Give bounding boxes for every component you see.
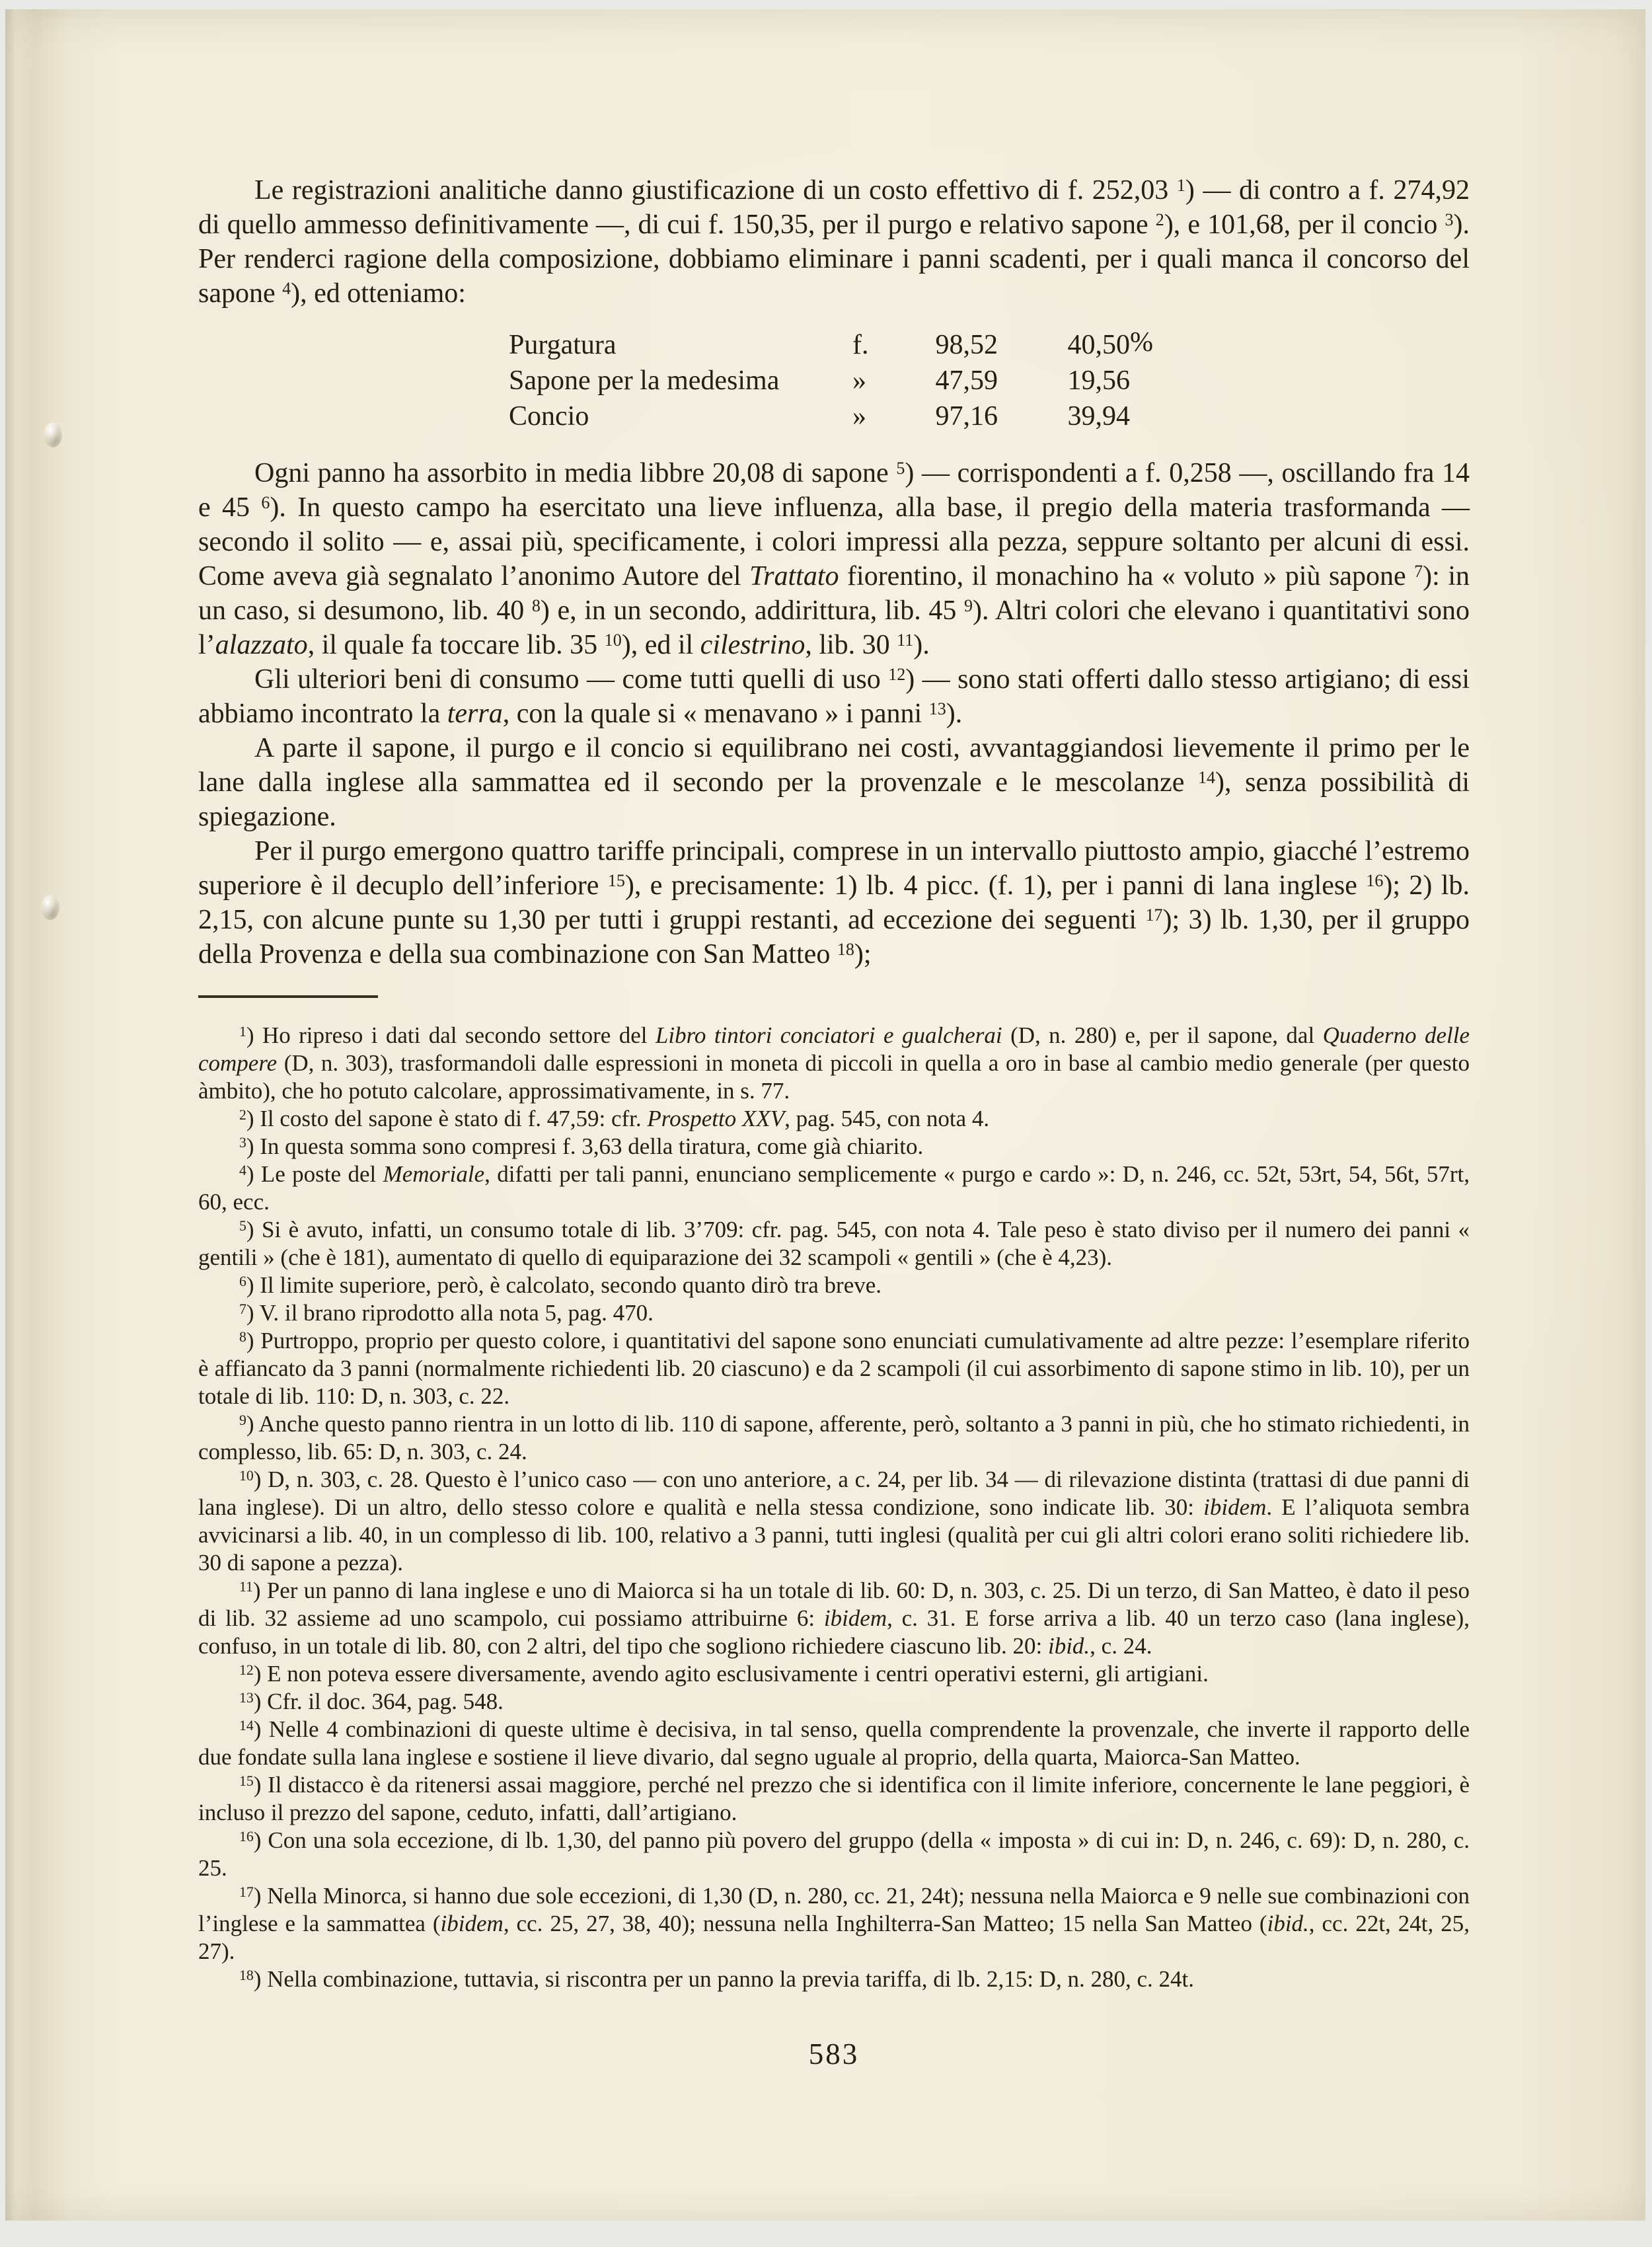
text-run: ), senza possibilità di spiegazione. [198, 767, 1470, 832]
footnote-number: 13 [239, 1690, 254, 1706]
footnote: $^5$) Si è avuto, infatti, un consumo totale di lib. 3’709: cfr. pag. 545, con nota 4. Tale peso è stato diviso per il numero dei panni « gentili » (che è 181), aumentato di quello di equiparazione dei 32 scampoli « gentili » (che è 4,23). [198, 1217, 1470, 1270]
italic-text: Prospetto XXV [647, 1106, 785, 1131]
paragraph [198, 834, 1470, 971]
text-run: Il limite superiore, però, è calcolato, secondo quanto dirò tra breve. [260, 1272, 882, 1298]
table-unit: » [852, 401, 866, 432]
footnote: $^2$) Il costo del sapone è stato di f. 47,59: cfr. Prospetto XXV, pag. 545, con nota 4. [239, 1106, 990, 1131]
footnote-ref: 18 [837, 940, 854, 960]
text-run: In questa somma sono compresi f. 3,63 della tiratura, come già chiarito. [260, 1133, 924, 1159]
text-run: Cfr. il doc. 364, pag. 548. [267, 1689, 504, 1714]
page-content [198, 173, 1470, 2071]
text-run: ); 2) lb. 2,15, con alcune punte su 1,30 per tutti i gruppi restanti, ad eccezione dei seguenti [198, 870, 1470, 935]
footnote: $^{15}$) Il distacco è da ritenersi assai maggiore, perché nel prezzo che si identifica con il limite inferiore, concernente le lane peggiori, è incluso il prezzo del sapone, ceduto, infatti, dall’artigiano. [198, 1772, 1470, 1825]
text-run: ); [854, 939, 872, 970]
text-run: . E l’aliquota sembra avvicinarsi a lib. 40, in un complesso di lib. 100, relativo a 3 panni, tutti inglesi (qualità per cui gli altri colori erano soliti richiedere lib. 30 di sapone a pezza). [198, 1494, 1470, 1576]
text-run: ). In questo campo ha esercitato una lieve influenza, alla base, il pregio della materia trasformanda — secondo il solito — e, assai più, specificamente, i colori impressi alla pezza, seppure soltanto per alcuni di essi. Come aveva già segnalato l’anonimo Autore del [198, 492, 1470, 591]
footnote-ref: 7 [1414, 562, 1423, 582]
footnote: $^6$) Il limite superiore, però, è calcolato, secondo quanto dirò tra breve. [239, 1272, 882, 1298]
table-label: Purgatura [509, 330, 617, 360]
text-run: , pag. 545, con nota 4. [784, 1106, 990, 1131]
text-run: ): in un caso, si desumono, lib. 40 [198, 561, 1470, 626]
text-run: (D, n. 280) e, per il sapone, dal [1002, 1022, 1323, 1048]
footnote: $^{10}$) D, n. 303, c. 28. Questo è l’unico caso — con uno anteriore, a c. 24, per lib. 34 — di rilevazione distinta (trattasi di due panni di lana inglese). Di un altro, dello stesso colore e qualità e nella stessa condizione, sono indicate lib. 30: ibidem. E l’aliquota sembra avvicinarsi a lib. 40, in un complesso di lib. 100, relativo a 3 panni, tutti inglesi (qualità per cui gli altri colori erano soliti richiedere lib. 30 di sapone a pezza). [198, 1466, 1470, 1576]
table-row [509, 365, 1470, 400]
footnote-ref: 16 [1366, 871, 1384, 891]
italic-text: Quaderno delle compere [198, 1022, 1470, 1076]
footnote-number: 9 [239, 1412, 246, 1429]
footnote: $^4$) Le poste del Memoriale, difatti per tali panni, enunciano semplicemente « purgo e cardo »: D, n. 246, cc. 52t, 53rt, 54, 56t, 57rt, 60, ecc. [198, 1161, 1470, 1215]
footnote-ref: 17 [1145, 905, 1163, 925]
footnote-ref: 2 [1155, 210, 1164, 230]
footnote-number: 8 [239, 1329, 246, 1346]
text-run: D, n. 303, c. 28. Questo è l’unico caso — con uno anteriore, a c. 24, per lib. 34 — di rilevazione distinta (trattasi di due panni di lana inglese). Di un altro, dello stesso colore e qualità e nella stessa condizione, sono indicate lib. 30: [198, 1466, 1470, 1520]
footnote-number: 10 [239, 1468, 254, 1484]
text-run: , cc. 22t, 24t, 25, 27). [198, 1911, 1470, 1964]
table-value: 47,59 [935, 365, 998, 396]
footnote: $^3$) In questa somma sono compresi f. 3,63 della tiratura, come già chiarito. [239, 1133, 924, 1159]
text-run: ) — sono stati offerti dallo stesso artigiano; di essi abbiamo incontrato la [198, 664, 1470, 729]
footnote-number: 14 [239, 1718, 254, 1734]
text-run: fiorentino, il monachino ha « voluto » più sapone [839, 561, 1415, 591]
footnote: $^7$) V. il brano riprodotto alla nota 5, pag. 470. [239, 1300, 654, 1326]
footnote-ref: 14 [1198, 768, 1216, 788]
italic-text: ibidem [440, 1911, 504, 1936]
text-run: ) e, in un secondo, addirittura, lib. 45 [540, 595, 964, 626]
italic-text: ibidem [1203, 1494, 1267, 1520]
italic-text: Memoriale [383, 1161, 485, 1187]
text-run: , il quale fa toccare lib. 35 [307, 630, 605, 660]
text-run: Purtroppo, proprio per questo colore, i quantitativi del sapone sono enunciati cumulativamente ad altre pezze: l’esemplare riferito è affiancato da 3 panni (normalmente richiedenti lib. 20 ciascuno) e da 2 scampoli (il cui assorbimento di sapone stimo in lib. 10), per un totale di lib. 110: D, n. 303, c. 22. [198, 1328, 1470, 1409]
footnote-number: 6 [239, 1274, 246, 1290]
paragraph [198, 662, 1470, 731]
table-label: Sapone per la medesima [509, 365, 780, 396]
text-run: , difatti per tali panni, enunciano semplicemente « purgo e cardo »: D, n. 246, cc. 52t, 53rt, 54, 56t, 57rt, 60, ecc. [198, 1161, 1470, 1215]
text-run: ). Per renderci ragione della composizione, dobbiamo eliminare i panni scadenti, per i quali manca il concorso del sapone [198, 209, 1470, 309]
footnote-number: 5 [239, 1218, 246, 1235]
italic-text: terra [447, 699, 503, 729]
text-run: Con una sola eccezione, di lb. 1,30, del panno più povero del gruppo (della « imposta » di cui in: D, n. 246, c. 69): D, n. 280, c. 25. [198, 1827, 1470, 1881]
italic-text: Trattato [749, 561, 839, 591]
page-number: 583 [808, 2038, 860, 2071]
text-run: ); 3) lb. 1,30, per il gruppo della Provenza e della sua combinazione con San Matteo [198, 905, 1470, 970]
footnote-number: 2 [239, 1107, 246, 1124]
table-unit: f. [852, 330, 869, 360]
footnote-number: 12 [239, 1662, 254, 1679]
text-run: Per un panno di lana inglese e uno di Maiorca si ha un totale di lib. 60: D, n. 303, c. 25. Di un terzo, di San Matteo, è dato il peso di lib. 32 assieme ad uno scampolo, cui possiamo attribuirne 6: [198, 1578, 1470, 1631]
table-value: 98,52 [935, 330, 998, 360]
text-run: E non poteva essere diversamente, avendo agito esclusivamente i centri operativi esterni, gli artigiani. [267, 1661, 1209, 1687]
text-run: , c. 31. E forse arriva a lib. 40 un terzo caso (lana inglese), confuso, in un totale di lib. 80, con 2 altri, del tipo che sogliono richiedere ciascuno lib. 20: [198, 1605, 1470, 1659]
text-run: , lib. 30 [805, 630, 897, 660]
text-run: Le registrazioni analitiche danno giustificazione di un costo effettivo di f. 252,03 [254, 175, 1177, 206]
italic-text: cilestrino [700, 630, 806, 660]
text-run: (D, n. 303), trasformandoli dalle espressioni in moneta di piccoli in quella a oro in base al cambio medio generale (per questo àmbito), che ho potuto calcolare, approssimativamente, in s. 77. [198, 1050, 1470, 1104]
text-run: A parte il sapone, il purgo e il concio si equilibrano nei costi, avvantaggiandosi lievemente il primo per le lane dalla inglese alla sammattea ed il secondo per la provenzale e le mescolanze [198, 733, 1470, 798]
table-unit: » [852, 365, 866, 396]
text-run: ). [946, 699, 963, 729]
footnote: $^{16}$) Con una sola eccezione, di lb. 1,30, del panno più povero del gruppo (della « imposta » di cui in: D, n. 246, c. 69): D, n. 280, c. 25. [198, 1827, 1470, 1881]
table-row [509, 400, 1470, 436]
paper-dimple [41, 895, 59, 920]
footnote-ref: 1 [1176, 176, 1185, 196]
text-run: ), ed il [621, 630, 700, 660]
italic-text: ibid. [1047, 1633, 1090, 1659]
footnote-number: 1 [239, 1024, 246, 1040]
footnote-ref: 8 [531, 596, 541, 616]
percent-sign: % [1130, 327, 1153, 358]
text-run: ). [913, 630, 930, 660]
paragraph [198, 173, 1470, 311]
footnotes [198, 1022, 1470, 1993]
footnote-ref: 4 [282, 279, 291, 299]
text-run: , c. 24. [1090, 1633, 1152, 1659]
text-run: ), e 101,68, per il concio [1164, 209, 1445, 240]
book-page [5, 9, 1645, 2221]
text-run: Nella Minorca, si hanno due sole eccezioni, di 1,30 (D, n. 280, cc. 21, 24t); nessuna nella Maiorca e 9 nelle sue combinazioni con l’inglese e la sammattea ( [198, 1883, 1470, 1936]
text-run: ) — di contro a f. 274,92 di quello ammesso definitivamente —, di cui f. 150,35, per il purgo e relativo sapone [198, 175, 1470, 240]
footnote-ref: 13 [928, 699, 946, 719]
footnote: $^{12}$) E non poteva essere diversamente, avendo agito esclusivamente i centri operativi esterni, gli artigiani. [239, 1661, 1209, 1687]
italic-text: Libro tintori conciatori e gualcherai [655, 1022, 1002, 1048]
text-run: Gli ulteriori beni di consumo — come tutti quelli di uso [254, 664, 889, 695]
italic-text: ibid. [1267, 1911, 1309, 1936]
text-run: ). Altri colori che elevano i quantitativi sono l’ [198, 595, 1470, 660]
text-run: ), e precisamente: 1) lb. 4 picc. (f. 1), per i panni di lana inglese [624, 870, 1367, 901]
text-run: Nelle 4 combinazioni di queste ultime è decisiva, in tal senso, quella comprendente la provenzale, che inverte il rapporto delle due fondate sulla lana inglese e sostiene il lieve divario, dal segno uguale al proprio, della quarta, Maiorca-San Matteo. [198, 1716, 1470, 1770]
text-run: Anche questo panno rientra in un lotto di lib. 110 di sapone, afferente, però, soltanto a 3 panni in più, che ho stimato richiedenti, in complesso, lib. 65: D, n. 303, c. 24. [198, 1411, 1470, 1465]
footnote-ref: 11 [897, 630, 914, 650]
footnote-number: 7 [239, 1301, 246, 1318]
text-run: , cc. 25, 27, 38, 40); nessuna nella Inghilterra-San Matteo; 15 nella San Matteo ( [503, 1911, 1267, 1936]
footnote-number: 16 [239, 1829, 254, 1845]
text-run: ) — corrispondenti a f. 0,258 —, oscillando fra 14 e 45 [198, 458, 1470, 523]
footnote-ref: 5 [896, 459, 905, 478]
footnote: $^{14}$) Nelle 4 combinazioni di queste ultime è decisiva, in tal senso, quella comprendente la provenzale, che inverte il rapporto delle due fondate sulla lana inglese e sostiene il lieve divario, dal segno uguale al proprio, della quarta, Maiorca-San Matteo. [198, 1716, 1470, 1770]
paragraph [198, 731, 1470, 834]
footnote-separator-rule [198, 995, 378, 998]
footnote-ref: 15 [607, 871, 625, 891]
footnote: $^8$) Purtroppo, proprio per questo colore, i quantitativi del sapone sono enunciati cumulativamente ad altre pezze: l’esemplare riferito è affiancato da 3 panni (normalmente richiedenti lib. 20 ciascuno) e da 2 scampoli (il cui assorbimento di sapone stimo in lib. 10), per un totale di lib. 110: D, n. 303, c. 22. [198, 1328, 1470, 1409]
text-run: Il distacco è da ritenersi assai maggiore, perché nel prezzo che si identifica con il limite inferiore, concernente le lane peggiori, è incluso il prezzo del sapone, ceduto, infatti, dall’artigiano. [198, 1772, 1470, 1825]
footnote-number: 17 [239, 1884, 254, 1901]
footnote-ref: 6 [261, 493, 270, 513]
italic-text: ibidem [823, 1605, 887, 1631]
footnote: $^{17}$) Nella Minorca, si hanno due sole eccezioni, di 1,30 (D, n. 280, cc. 21, 24t); nessuna nella Maiorca e 9 nelle sue combinazioni con l’inglese e la sammattea (ibidem, cc. 25, 27, 38, 40); nessuna nella Inghilterra-San Matteo; 15 nella San Matteo (ibid., cc. 22t, 24t, 25, 27). [198, 1883, 1470, 1964]
footnote-ref: 9 [964, 596, 973, 616]
footnote-ref: 10 [604, 630, 622, 650]
table-pct: 19,56 [1067, 365, 1130, 396]
text-run: , con la quale si « menavano » i panni [502, 699, 929, 729]
text-run: Si è avuto, infatti, un consumo totale di lib. 3’709: cfr. pag. 545, con nota 4. Tale peso è stato diviso per il numero dei panni « gentili » (che è 181), aumentato di quello di equiparazione dei 32 scampoli « gentili » (che è 4,23). [198, 1217, 1470, 1270]
text-run: Il costo del sapone è stato di f. 47,59: cfr. [260, 1106, 648, 1131]
footnote-number: 15 [239, 1773, 254, 1790]
paragraph [198, 456, 1470, 662]
text-run: Nella combinazione, tuttavia, si riscontra per un panno la previa tariffa, di lb. 2,15: D, n. 280, c. 24t. [267, 1966, 1194, 1992]
footnote-number: 4 [239, 1162, 246, 1179]
footnote-number: 18 [239, 1967, 254, 1984]
cost-table [509, 329, 1470, 436]
footnote-ref: 12 [888, 665, 906, 685]
text-run: V. il brano riprodotto alla nota 5, pag. 470. [259, 1300, 654, 1326]
footnote: $^1$) Ho ripreso i dati dal secondo settore del Libro tintori conciatori e gualcherai (D, n. 280) e, per il sapone, dal Quaderno delle compere (D, n. 303), trasformandoli dalle espressioni in moneta di piccoli in quella a oro in base al cambio medio generale (per questo àmbito), che ho potuto calcolare, approssimativamente, in s. 77. [198, 1022, 1470, 1104]
footnote-number: 11 [239, 1579, 253, 1595]
italic-text: alazzato [215, 630, 308, 660]
table-row [509, 329, 1470, 365]
paper-dimple [44, 422, 62, 447]
footnote: $^9$) Anche questo panno rientra in un lotto di lib. 110 di sapone, afferente, però, soltanto a 3 panni in più, che ho stimato richiedenti, in complesso, lib. 65: D, n. 303, c. 24. [198, 1411, 1470, 1465]
table-value: 97,16 [935, 401, 998, 432]
text-run: ), ed otteniamo: [291, 278, 466, 309]
footnote-number: 3 [239, 1135, 246, 1151]
footnote: $^{11}$) Per un panno di lana inglese e uno di Maiorca si ha un totale di lib. 60: D, n. 303, c. 25. Di un terzo, di San Matteo, è dato il peso di lib. 32 assieme ad uno scampolo, cui possiamo attribuirne 6: ibidem, c. 31. E forse arriva a lib. 40 un terzo caso (lana inglese), confuso, in un totale di lib. 80, con 2 altri, del tipo che sogliono richiedere ciascuno lib. 20: ibid., c. 24. [198, 1578, 1470, 1659]
table-pct: 40,50 % [1067, 327, 1153, 360]
text-run: Per il purgo emergono quattro tariffe principali, comprese in un intervallo piuttosto ampio, giacché l’estremo superiore è il decuplo dell’inferiore [198, 836, 1470, 901]
footnote: $^{18}$) Nella combinazione, tuttavia, si riscontra per un panno la previa tariffa, di lb. 2,15: D, n. 280, c. 24t. [239, 1966, 1194, 1992]
text-run: Ho ripreso i dati dal secondo settore del [262, 1022, 656, 1048]
text-run: Ogni panno ha assorbito in media libbre 20,08 di sapone [254, 458, 897, 488]
table-label: Concio [509, 401, 589, 432]
footnote: $^{13}$) Cfr. il doc. 364, pag. 548. [239, 1689, 504, 1714]
table-pct: 39,94 [1067, 401, 1130, 432]
footnote-ref: 3 [1445, 210, 1454, 230]
text-run: Le poste del [260, 1161, 383, 1187]
